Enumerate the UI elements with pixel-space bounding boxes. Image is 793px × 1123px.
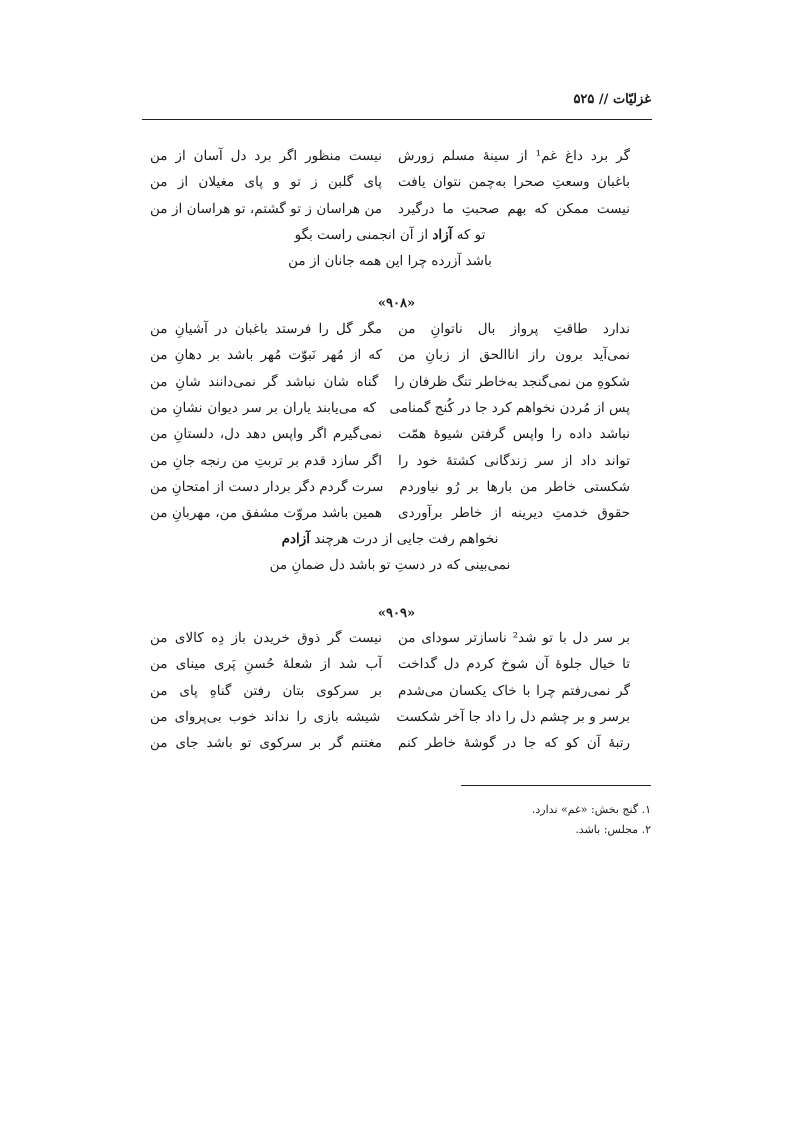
hemistich-second: سرت گردم دگر بردار دست از امتحانِ من	[150, 478, 384, 495]
couplet	[150, 169, 630, 195]
signature-line	[150, 248, 630, 274]
signature-text: نخواهم رفت جایی از درت هرچند	[310, 531, 499, 548]
hemistich-first: حقوق خدمتِ دیرینه از خاطر برآوردی	[398, 505, 630, 522]
hemistich-first: نمی‌آید برون راز اناالحق از زبانِ من	[398, 347, 630, 364]
hemistich-second: که می‌یابند یاران بر سر دیوان نشانِ من	[150, 400, 376, 417]
poem-908	[150, 316, 630, 578]
poem-909	[150, 625, 630, 756]
couplet	[150, 651, 630, 677]
couplet	[150, 500, 630, 526]
signature-line	[150, 526, 630, 552]
hemistich-second: پای گلبن ز تو و پای مغیلان از من	[150, 174, 382, 191]
poem-number-909: «۹۰۹»	[377, 606, 416, 621]
hemistich-first: برسر و بر چشم دل را داد جا آخر شکست	[396, 709, 630, 726]
hemistich-second: آب شد از شعلهٔ حُسنِ پَری مینای من	[150, 656, 382, 673]
hemistich-first: پس از مُردن نخواهم کرد جا در کُنج گمنامی	[389, 400, 630, 417]
signature-text: نمی‌بینی که در دستِ تو باشد دل ضمانِ من	[269, 557, 511, 574]
hemistich-second: بر سرکوی بتان رفتن گناهِ پای من	[150, 682, 382, 699]
hemistich-second: اگر سازد قدم بر تربتِ من رنجه جانِ من	[150, 452, 382, 469]
hemistich-second: نمی‌گیرم اگر واپس دهد دل، دلستانِ من	[150, 426, 382, 443]
hemistich-second: نیست منظور اگر برد دل آسان از من	[150, 148, 382, 165]
running-head: غزلیّات // ۵۲۵	[573, 92, 651, 107]
footnote-1: ۱. گنج بخش: «غم» ندارد.	[531, 803, 651, 816]
hemistich-second: نیست گر ذوق خریدن باز دِه کالای من	[150, 630, 382, 647]
poem-top	[150, 143, 630, 274]
hemistich-first: باغبان وسعتِ صحرا به‌چمن نتوان یافت	[398, 174, 630, 191]
signature-line	[150, 222, 630, 248]
signature-text: از آن انجمنی راست بگو	[294, 226, 433, 243]
hemistich-second: همین باشد مروّت مشفق من، مهربانِ من	[150, 505, 382, 522]
poem-number-908: «۹۰۸»	[377, 296, 416, 311]
couplet	[150, 474, 630, 500]
footnote-rule	[461, 785, 651, 786]
hemistich-first: تا خیال جلوهٔ آن شوخ کردم دل گداخت	[398, 656, 630, 673]
header-rule	[142, 119, 652, 120]
signature-text: باشد آزرده چرا این همه جانان از من	[288, 252, 492, 269]
footnote-2: ۲. مجلس: باشد.	[575, 823, 651, 836]
hemistich-first: گر برد داغ غم¹ از سینهٔ مسلم زورش	[398, 148, 630, 165]
couplet	[150, 730, 630, 756]
couplet	[150, 395, 630, 421]
signature-line	[150, 552, 630, 578]
hemistich-second: گناه شان نباشد گر نمی‌دانند شانِ من	[150, 373, 379, 390]
hemistich-first: ندارد طاقتِ پرواز بال ناتوانِ من	[398, 321, 630, 338]
couplet	[150, 704, 630, 730]
poet-pen-name: آزاد	[432, 226, 453, 243]
hemistich-second: مغتنم گر بر سرکوی تو باشد جای من	[150, 735, 382, 752]
signature-text: تو که	[452, 226, 486, 243]
couplet	[150, 369, 630, 395]
poet-pen-name: آزادم	[281, 531, 311, 548]
hemistich-first: شکستی خاطر من بارها بر رُو نیاوردم	[399, 478, 630, 495]
couplet	[150, 143, 630, 169]
couplet	[150, 316, 630, 342]
couplet	[150, 342, 630, 368]
hemistich-first: نباشد داده را واپس گرفتن شیوهٔ همّت	[398, 426, 630, 443]
couplet	[150, 447, 630, 473]
hemistich-second: که از مُهر نَبوّت مُهر باشد بر دهانِ من	[150, 347, 382, 364]
hemistich-first: گر نمی‌رفتم چرا با خاک یکسان می‌شدم	[398, 682, 630, 699]
couplet	[150, 196, 630, 222]
hemistich-second: من هراسان ز تو گشتم، تو هراسان از من	[150, 200, 382, 217]
hemistich-first: رتبهٔ آن کو که جا در گوشهٔ خاطر کنم	[398, 735, 630, 752]
hemistich-first: شکوهِ من نمی‌گنجد به‌خاطر تنگ ظرفان را	[394, 373, 630, 390]
hemistich-second: مگر گل را فرستد باغبان در آشیانِ من	[150, 321, 382, 338]
couplet	[150, 678, 630, 704]
couplet	[150, 421, 630, 447]
hemistich-first: تواند داد از سر زندگانی کشتهٔ خود را	[398, 452, 630, 469]
hemistich-second: شیشه بازی را نداند خوب بی‌پروای من	[150, 709, 381, 726]
hemistich-first: بر سر دل با تو شد² ناسازتر سودای من	[398, 630, 630, 647]
hemistich-first: نیست ممکن که بهم صحبتِ ما درگیرد	[398, 200, 630, 217]
couplet	[150, 625, 630, 651]
